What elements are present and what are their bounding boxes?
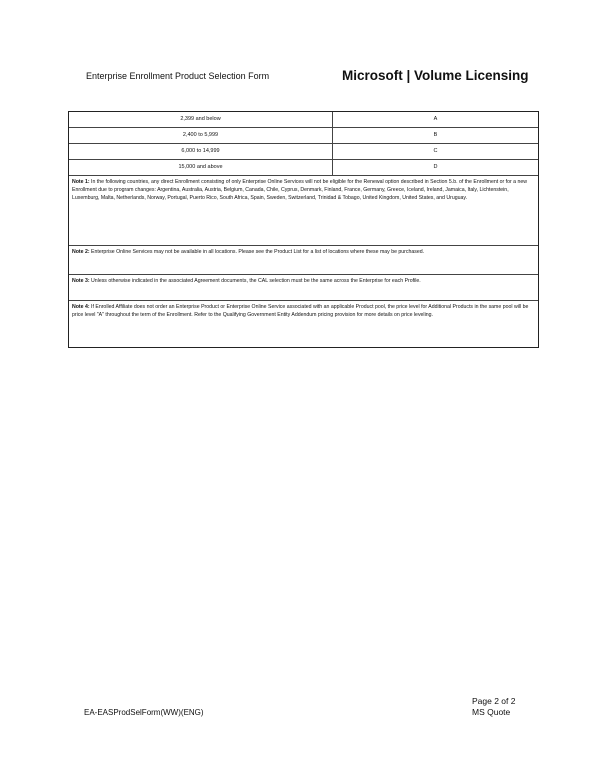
tier-level: D	[433, 164, 438, 170]
note-label: Note 3:	[72, 278, 90, 284]
note-text: Enterprise Online Services may not be available in all locations. Please see the Product List for a list of locations where these may be purchased.	[89, 249, 425, 255]
tier-range: 2,399 and below	[69, 112, 333, 127]
note-label: Note 4:	[72, 304, 90, 310]
table-row	[69, 144, 538, 160]
table-row	[69, 112, 538, 128]
note-text: If Enrolled Affiliate does not order an Enterprise Product or Enterprise Online Service associated with an applicable Product pool, the price level for Additional Products in the same pool will be price level "A" throughout the term of the Enrollment. Refer to the Qualifying Government Entity Addendum pricing provision for more details on price leveling.	[72, 304, 529, 318]
price-level-table	[68, 111, 539, 348]
tier-level: A	[433, 116, 438, 122]
table-row	[69, 128, 538, 144]
tier-level: C	[433, 148, 438, 154]
note-2	[69, 246, 538, 275]
note-text: In the following countries, any direct Enrollment consisting of only Enterprise Online Services will not be eligible for the Renewal option described in Section 5.b. of the Enrollment or for a new Enrollment due to program changes: Argentina, Australia, Austria, Belgium, Canada, Chile, Cyprus, Denmark, Finland, France, Germany, Greece, Iceland, Ireland, Jamaica, Italy, Lichtenstein, Luxemburg, Malta, Netherlands, Norway, Portugal, Puerto Rico, South Africa, Spain, Sweden, Switzerland, Trinidad & Tobago, United Kingdom, United States, and Uruguay.	[72, 179, 528, 201]
note-3	[69, 275, 538, 301]
quote-label: MS Quote	[472, 707, 511, 717]
note-1	[69, 176, 538, 246]
brand-title: Microsoft | Volume Licensing	[342, 68, 529, 83]
table-row	[69, 160, 538, 176]
document-code: EA-EASProdSelForm(WW)(ENG)	[84, 708, 204, 717]
tier-range: 2,400 to 5,999	[69, 128, 333, 143]
page-info	[472, 696, 515, 718]
tier-range: 6,000 to 14,999	[69, 144, 333, 159]
note-4	[69, 301, 538, 346]
tier-level: B	[433, 132, 438, 138]
note-label: Note 1:	[72, 179, 90, 185]
tier-range: 15,000 and above	[69, 160, 333, 175]
note-text: Unless otherwise indicated in the associated Agreement documents, the CAL selection must be the same across the Enterprise for each Profile.	[89, 278, 421, 284]
form-title: Enterprise Enrollment Product Selection Form	[86, 71, 270, 81]
page-number: Page 2 of 2	[472, 696, 516, 706]
note-label: Note 2:	[72, 249, 90, 255]
